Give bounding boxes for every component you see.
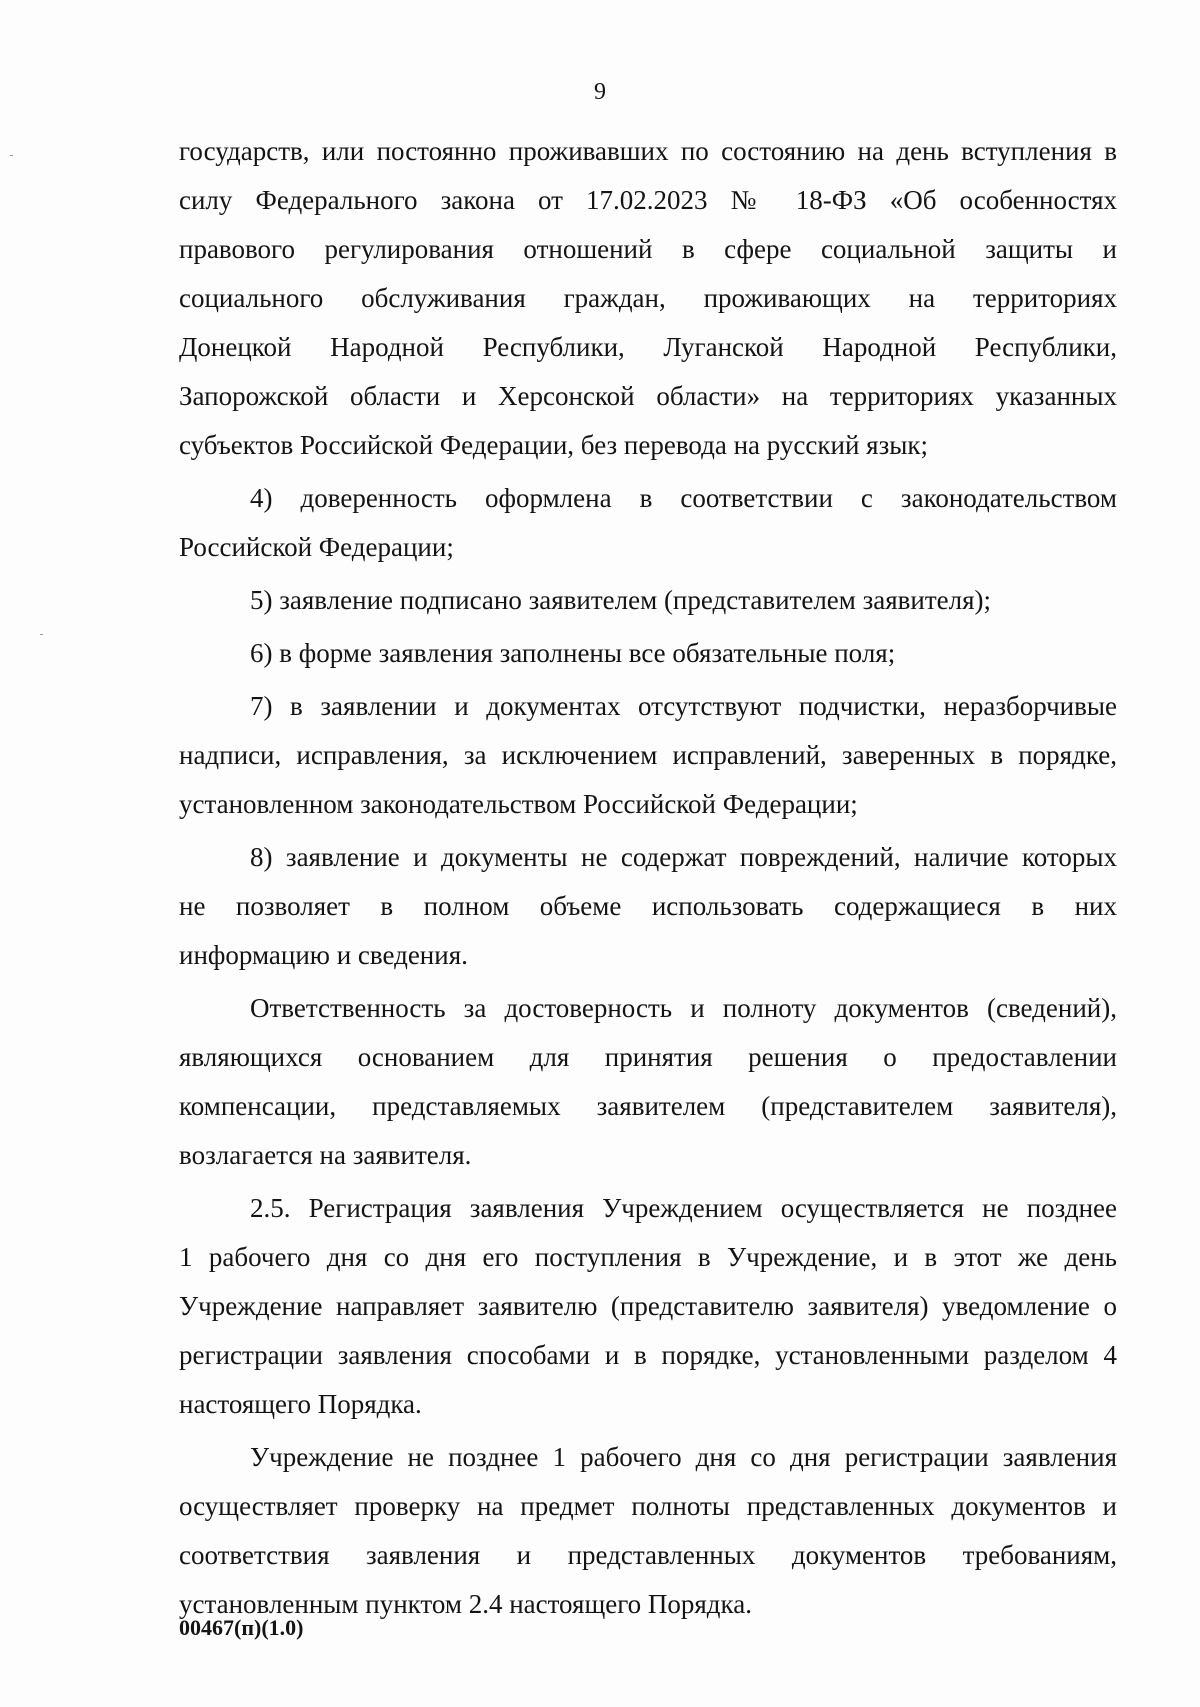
text-line: регистрации заявления способами и в порядке, установленными разделом 4 — [179, 1340, 1117, 1370]
paragraph-item-8 — [179, 833, 1117, 980]
text-line: Учреждение не позднее 1 рабочего дня со дня регистрации заявления — [250, 1442, 1117, 1472]
text-line: возлагается на заявителя. — [179, 1140, 472, 1170]
document-body — [179, 127, 1117, 1629]
text-line: настоящего Порядка. — [179, 1389, 422, 1419]
text-line: Донецкой Народной Республики, Луганской Народной Республики, — [179, 332, 1117, 362]
text-line: субъектов Российской Федерации, без перевода на русский язык; — [179, 430, 928, 460]
text-line: правового регулирования отношений в сфере социальной защиты и — [179, 234, 1117, 264]
text-line: Запорожской области и Херсонской области» на территориях указанных — [179, 381, 1117, 411]
text-line: осуществляет проверку на предмет полноты представленных документов и — [179, 1491, 1117, 1521]
paragraph-continuation — [179, 127, 1117, 470]
text-line: 8) заявление и документы не содержат повреждений, наличие которых — [250, 842, 1117, 872]
text-line: 7) в заявлении и документах отсутствуют подчистки, неразборчивые — [250, 691, 1117, 721]
text-line: социального обслуживания граждан, проживающих на территориях — [179, 283, 1117, 313]
text-line: Ответственность за достоверность и полноту документов (сведений), — [250, 993, 1117, 1023]
text-line: информацию и сведения. — [179, 940, 468, 970]
text-line: Учреждение направляет заявителю (представителю заявителя) уведомление о — [179, 1291, 1117, 1321]
scan-speck — [40, 634, 43, 635]
paragraph-responsibility — [179, 984, 1117, 1180]
text-line: 5) заявление подписано заявителем (представителем заявителя); — [250, 585, 992, 615]
document-code: 00467(п)(1.0) — [179, 1615, 304, 1640]
text-line: установленном законодательством Российской Федерации; — [179, 789, 858, 819]
page-number: 9 — [594, 79, 606, 105]
text-line: государств, или постоянно проживавших по состоянию на день вступления в — [179, 136, 1117, 166]
paragraph-item-7 — [179, 682, 1117, 829]
text-line: 2.5. Регистрация заявления Учреждением осуществляется не позднее — [250, 1193, 1117, 1223]
text-line: 4) доверенность оформлена в соответствии с законодательством — [250, 483, 1117, 513]
paragraph-verification — [179, 1433, 1117, 1629]
text-line: 1 рабочего дня со дня его поступления в Учреждение, и в этот же день — [179, 1242, 1117, 1272]
paragraph-item-6 — [179, 629, 1117, 678]
paragraph-section-2-5 — [179, 1184, 1117, 1429]
text-line: 6) в форме заявления заполнены все обязательные поля; — [250, 638, 896, 668]
paragraph-item-4 — [179, 474, 1117, 572]
text-line: не позволяет в полном объеме использовать содержащиеся в них — [179, 891, 1117, 921]
text-line: силу Федерального закона от 17.02.2023 № 18-ФЗ «Об особенностях — [179, 185, 1117, 215]
paragraph-item-5 — [179, 576, 1117, 625]
text-line: установленным пунктом 2.4 настоящего Порядка. — [179, 1589, 752, 1619]
text-line: соответствия заявления и представленных документов требованиям, — [179, 1540, 1117, 1570]
text-line: компенсации, представляемых заявителем (представителем заявителя), — [179, 1091, 1117, 1121]
text-line: Российской Федерации; — [179, 532, 454, 562]
text-line: являющихся основанием для принятия решения о предоставлении — [179, 1042, 1117, 1072]
scan-speck — [10, 155, 13, 156]
text-line: надписи, исправления, за исключением исправлений, заверенных в порядке, — [179, 740, 1117, 770]
